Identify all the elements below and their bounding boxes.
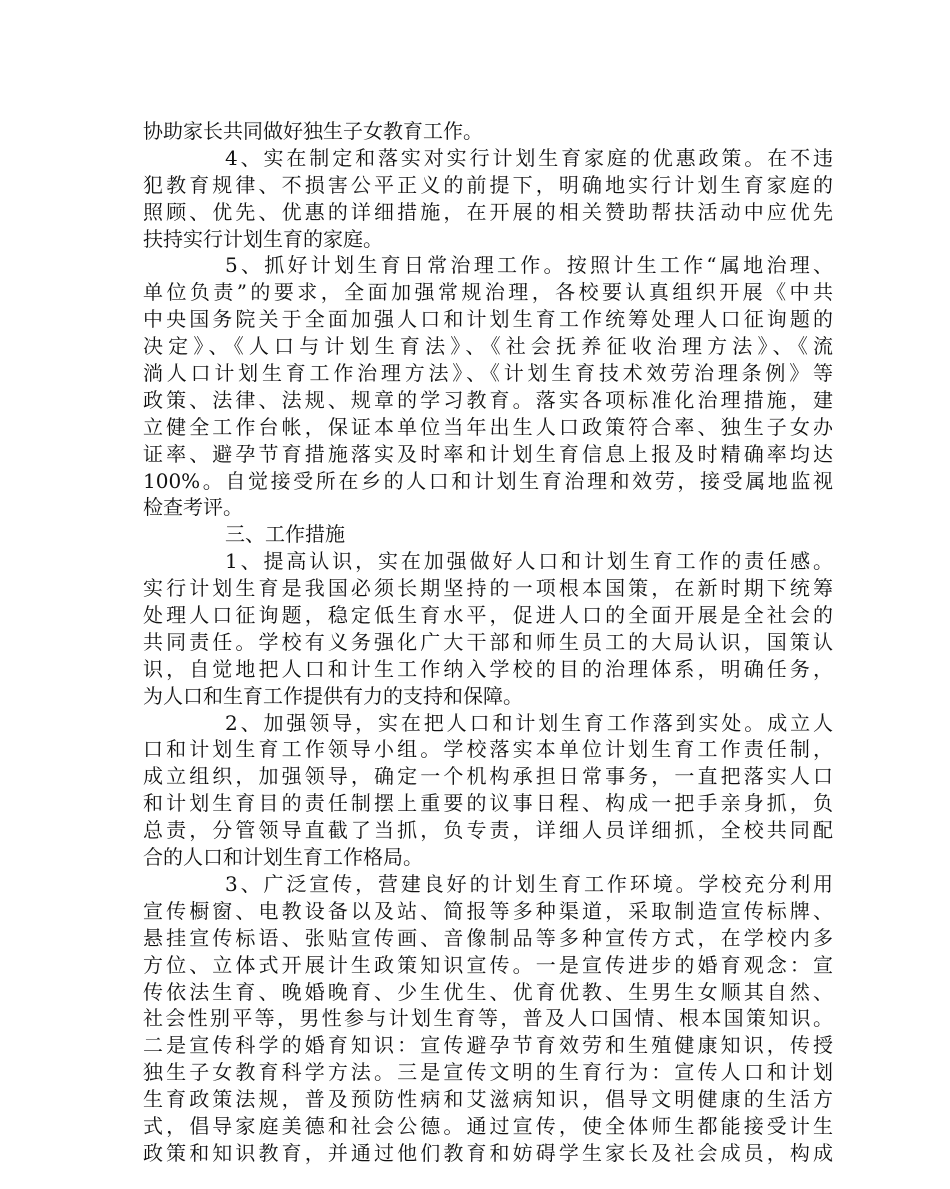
text-line: 协助家长共同做好独生子女教育工作。: [143, 119, 483, 143]
text-line: 100%。自觉接受所在乡的人口和计划生育治理和效劳，接受属地监视: [143, 468, 833, 493]
text-line: 生育政策法规，普及预防性病和艾滋病知识，倡导文明健康的生活方: [143, 1087, 833, 1112]
text-line: 宣传橱窗、电教设备以及站、简报等多种渠道，采取制造宣传标牌、: [143, 898, 833, 923]
text-line: 单位负责”的要求，全面加强常规治理，各校要认真组织开展《中共: [143, 280, 833, 305]
text-line: 照顾、优先、优惠的详细措施，在开展的相关赞助帮扶活动中应优先: [143, 199, 833, 224]
text-line: 方位、立体式开展计生政策知识宣传。一是宣传进步的婚育观念：宣: [143, 952, 833, 977]
text-line: 独生子女教育科学方法。三是宣传文明的生育行为：宣传人口和计划: [143, 1060, 833, 1085]
text-line: 悬挂宣传标语、张贴宣传画、音像制品等多种宣传方式，在学校内多: [143, 925, 833, 950]
text-line: 决定》、《人口与计划生育法》、《社会抚养征收治理方法》、《流: [143, 334, 833, 359]
text-line: 传依法生育、晚婚晚育、少生优生、优育优教、生男生女顺其自然、: [143, 979, 833, 1004]
text-line: 证率、避孕节育措施落实及时率和计划生育信息上报及时精确率均达: [143, 441, 833, 466]
text-line: 式，倡导家庭美德和社会公德。通过宣传，使全体师生都能接受计生: [143, 1113, 833, 1138]
text-line: 政策、法律、法规、规章的学习教育。落实各项标准化治理措施，建: [143, 387, 833, 412]
text-line: 三、工作措施: [225, 522, 345, 547]
text-line: 4、实在制定和落实对实行计划生育家庭的优惠政策。在不违: [225, 145, 833, 170]
text-line: 扶持实行计划生育的家庭。: [143, 226, 383, 251]
text-line: 共同责任。学校有义务强化广大干部和师生员工的大局认识，国策认: [143, 629, 833, 654]
text-line: 社会性别平等，男性参与计划生育等，普及人口国情、根本国策知识。: [143, 1006, 833, 1031]
text-line: 犯教育规律、不损害公平正义的前提下，明确地实行计划生育家庭的: [143, 172, 833, 197]
text-line: 成立组织，加强领导，确定一个机构承担日常事务，一直把落实人口: [143, 764, 833, 789]
text-line: 1、提高认识，实在加强做好人口和计划生育工作的责任感。: [225, 549, 833, 574]
text-line: 中央国务院关于全面加强人口和计划生育工作统筹处理人口征询题的: [143, 307, 833, 332]
text-line: 和计划生育目的责任制摆上重要的议事日程、构成一把手亲身抓，负: [143, 791, 833, 816]
text-line: 3、广泛宣传，营建良好的计划生育工作环境。学校充分利用: [225, 871, 833, 896]
text-line: 2、加强领导，实在把人口和计划生育工作落到实处。成立人: [225, 710, 833, 735]
text-line: 检查考评。: [143, 495, 243, 520]
text-line: 淌人口计划生育工作治理方法》、《计划生育技术效劳治理条例》等: [143, 361, 833, 386]
document-body: [143, 118, 833, 1167]
text-line: 识，自觉地把人口和计生工作纳入学校的目的治理体系，明确任务，: [143, 656, 833, 681]
text-line: 总责，分管领导直截了当抓，负专责，详细人员详细抓，全校共同配: [143, 818, 833, 843]
text-line: 为人口和生育工作提供有力的支持和保障。: [143, 683, 523, 708]
text-line: 政策和知识教育，并通过他们教育和妨碍学生家长及社会成员，构成: [143, 1140, 833, 1165]
text-line: 5、抓好计划生育日常治理工作。按照计生工作“属地治理、: [225, 253, 833, 278]
text-line: 立健全工作台帐，保证本单位当年出生人口政策符合率、独生子女办: [143, 414, 833, 439]
text-line: 实行计划生育是我国必须长期坚持的一项根本国策，在新时期下统筹: [143, 576, 833, 601]
text-line: 口和计划生育工作领导小组。学校落实本单位计划生育工作责任制，: [143, 737, 833, 762]
text-line: 处理人口征询题，稳定低生育水平，促进人口的全面开展是全社会的: [143, 603, 833, 628]
text-line: 二是宣传科学的婚育知识：宣传避孕节育效劳和生殖健康知识，传授: [143, 1033, 833, 1058]
text-line: 合的人口和计划生育工作格局。: [143, 845, 423, 870]
